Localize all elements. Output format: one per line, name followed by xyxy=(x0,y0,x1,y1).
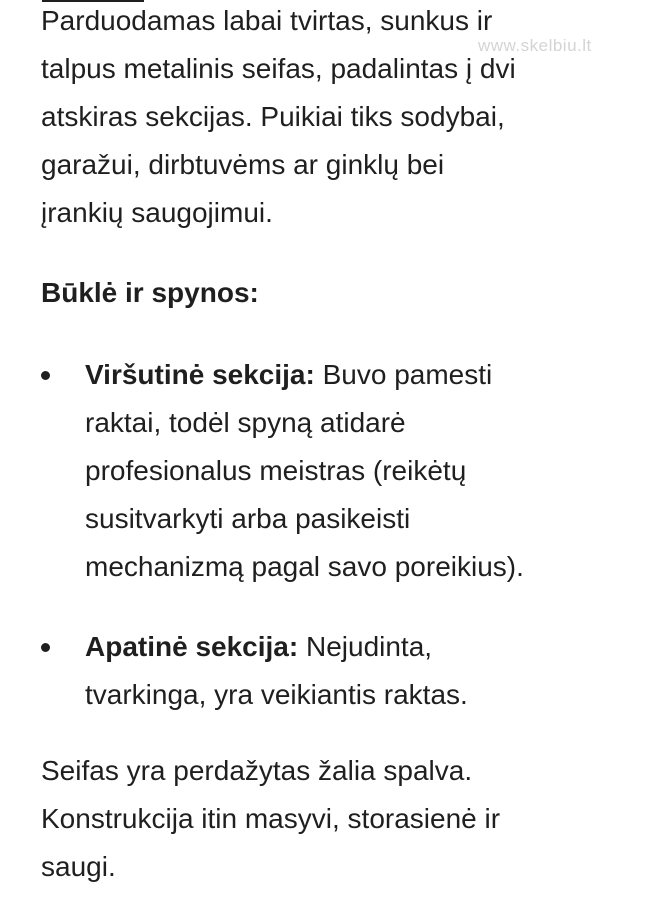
closing-line: Konstrukcija itin masyvi, storasienė ir xyxy=(41,803,501,834)
intro-line: garažui, dirbtuvėms ar ginklų bei xyxy=(41,149,445,180)
watermark: www.skelbiu.lt xyxy=(478,36,592,55)
list-item-upper-section xyxy=(0,351,524,591)
bullet-line: profesionalus meistras (reikėtų xyxy=(85,455,467,486)
bullet-first-line xyxy=(85,623,524,671)
bullet-first-line xyxy=(85,351,524,399)
bullet-line: susitvarkyti arba pasikeisti xyxy=(85,503,411,534)
intro-paragraph xyxy=(41,0,516,237)
closing-paragraph xyxy=(41,747,500,891)
bullet-lead: Apatinė sekcija: xyxy=(85,631,299,662)
intro-line: atskiras sekcijas. Puikiai tiks sodybai, xyxy=(41,101,505,132)
intro-line: įrankių saugojimui. xyxy=(41,197,273,228)
intro-line: talpus metalinis seifas, padalintas į dvi xyxy=(41,53,516,84)
intro-line: Parduodamas labai tvirtas, sunkus ir xyxy=(41,5,493,36)
condition-heading: Būklė ir spynos: xyxy=(41,277,259,308)
bullet-line: tvarkinga, yra veikiantis raktas. xyxy=(85,679,468,710)
closing-line: saugi. xyxy=(41,851,116,882)
bullet-text: Buvo pamesti xyxy=(314,359,493,390)
bullet-dot-icon xyxy=(41,643,50,652)
bullet-text: Nejudinta, xyxy=(298,631,433,662)
bullet-dot-icon xyxy=(41,371,50,380)
bullet-line: raktai, todėl spyną atidarė xyxy=(85,407,406,438)
bullet-line: mechanizmą pagal savo poreikius). xyxy=(85,551,524,582)
bullet-lead: Viršutinė sekcija: xyxy=(85,359,315,390)
condition-list xyxy=(0,351,524,719)
list-item-lower-section xyxy=(0,623,524,719)
closing-line: Seifas yra perdažytas žalia spalva. xyxy=(41,755,473,786)
